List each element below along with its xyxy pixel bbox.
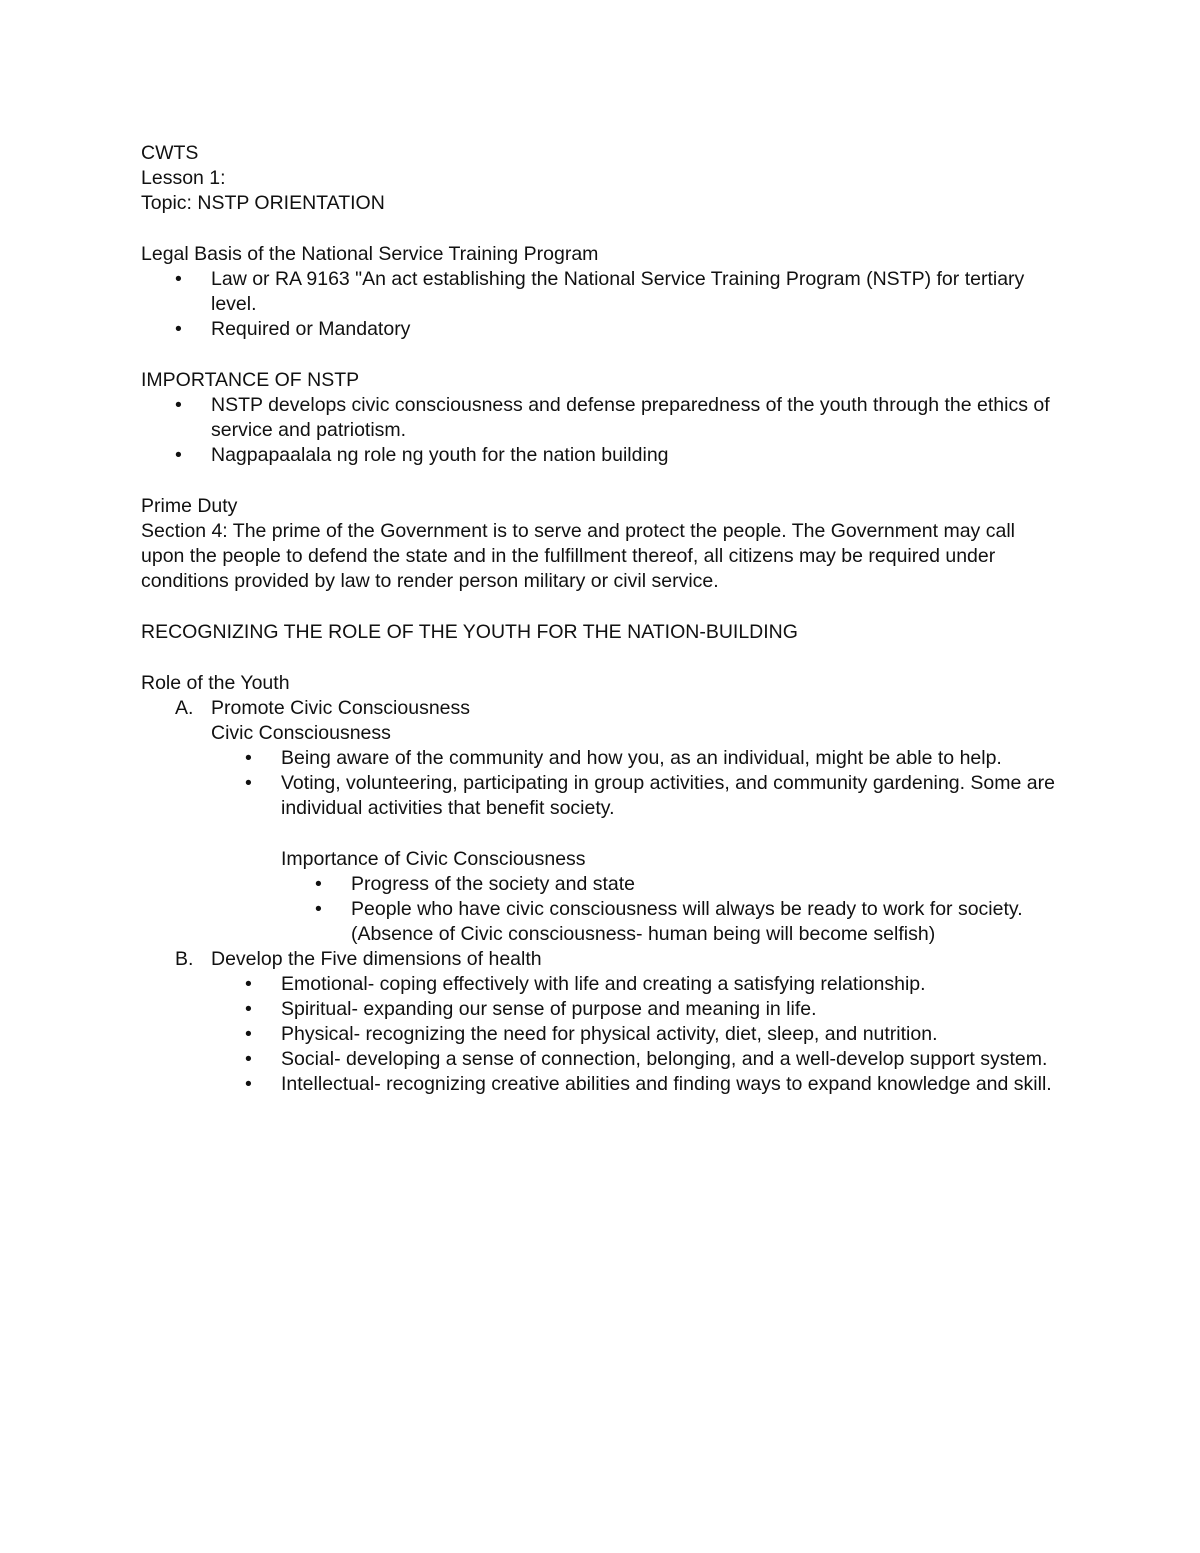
legal-basis-heading: Legal Basis of the National Service Training Program <box>141 243 599 265</box>
list-item-a <box>175 696 1061 947</box>
spacer <box>141 645 1061 671</box>
list-item <box>351 897 1061 947</box>
civic-consciousness-subheading: Civic Consciousness <box>211 722 391 744</box>
list-item: • Law or RA 9163 "An act establishing the National Service Training Program (NSTP) for tertiary level. <box>211 267 1061 317</box>
document-body <box>141 141 1061 1097</box>
list-marker: B. <box>175 948 194 970</box>
importance-heading: IMPORTANCE OF NSTP <box>141 369 360 391</box>
list-item: • Spiritual- expanding our sense of purpose and meaning in life. <box>281 997 1061 1022</box>
legal-basis-list <box>141 267 1061 342</box>
list-item-b <box>175 947 1061 1097</box>
role-of-youth-heading: Role of the Youth <box>141 672 290 694</box>
civic-consciousness-list <box>211 746 1061 821</box>
course-title: CWTS <box>141 142 199 164</box>
spacer <box>141 216 1061 242</box>
health-dimensions-list <box>211 972 1061 1097</box>
prime-duty-heading: Prime Duty <box>141 495 238 517</box>
importance-list <box>141 393 1061 468</box>
spacer <box>141 594 1061 620</box>
importance-civic-block <box>211 847 1061 947</box>
list-item: • NSTP develops civic consciousness and defense preparedness of the youth through the ethics of service and patriotism. <box>211 393 1061 443</box>
importance-civic-list <box>281 872 1061 947</box>
list-item: • Social- developing a sense of connection, belonging, and a well-develop support system. <box>281 1047 1061 1072</box>
list-marker: A. <box>175 697 194 719</box>
section-a-title: Promote Civic Consciousness <box>211 697 471 719</box>
importance-civic-note: (Absence of Civic consciousness- human being will become selfish) <box>351 923 936 945</box>
prime-duty-text: Section 4: The prime of the Government is to serve and protect the people. The Government may call upon the people to defend the state and in the fulfillment thereof, all citizens may be required under conditions provided by law to render person military or civil service. <box>141 520 1015 592</box>
list-item: • Progress of the society and state <box>351 872 1061 897</box>
importance-civic-heading: Importance of Civic Consciousness <box>281 848 586 870</box>
list-item: • Voting, volunteering, participating in group activities, and community gardening. Some are individual activities that benefit society. <box>281 771 1061 821</box>
list-item: • Nagpapaalala ng role ng youth for the nation building <box>211 443 1061 468</box>
spacer <box>211 821 1061 847</box>
lesson-label: Lesson 1: <box>141 167 226 189</box>
list-item-text: People who have civic consciousness will always be ready to work for society. <box>351 898 1023 920</box>
role-of-youth-list <box>141 696 1061 1097</box>
recognizing-heading: RECOGNIZING THE ROLE OF THE YOUTH FOR THE NATION-BUILDING <box>141 621 798 643</box>
spacer <box>141 342 1061 368</box>
section-b-title: Develop the Five dimensions of health <box>211 948 542 970</box>
list-item: • Being aware of the community and how you, as an individual, might be able to help. <box>281 746 1061 771</box>
list-item: • Intellectual- recognizing creative abilities and finding ways to expand knowledge and skill. <box>281 1072 1061 1097</box>
list-item: • Emotional- coping effectively with life and creating a satisfying relationship. <box>281 972 1061 997</box>
list-item: • Physical- recognizing the need for physical activity, diet, sleep, and nutrition. <box>281 1022 1061 1047</box>
list-item: • Required or Mandatory <box>211 317 1061 342</box>
topic-label: Topic: NSTP ORIENTATION <box>141 192 385 214</box>
spacer <box>141 468 1061 494</box>
